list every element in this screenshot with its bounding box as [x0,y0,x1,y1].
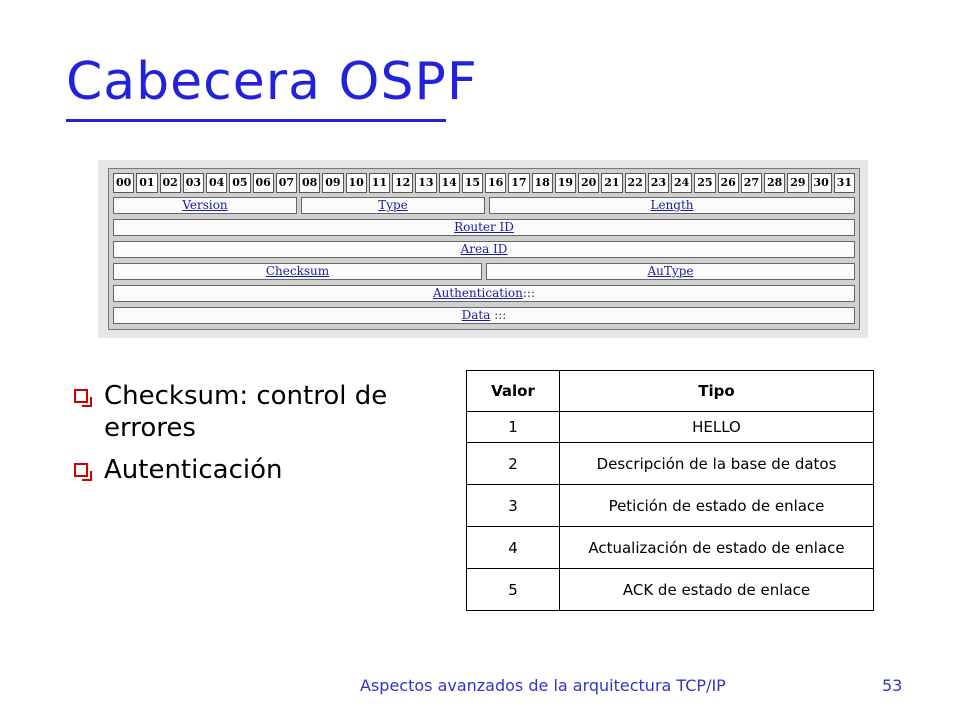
bullet-marker-icon [74,389,88,403]
field-data[interactable] [113,307,855,324]
bit-cell: 30 [811,173,832,193]
bit-cell: 02 [160,173,181,193]
diagram-frame [108,168,860,330]
field-row-3 [113,241,855,258]
table-row [467,443,874,485]
field-checksum[interactable] [113,263,482,280]
bit-cell: 21 [601,173,622,193]
bullet-list [74,380,434,496]
field-length-label: Length [650,198,694,212]
bit-cell: 13 [415,173,436,193]
field-router-id-label: Router ID [454,220,514,234]
table-row [467,485,874,527]
bit-cell: 09 [322,173,343,193]
field-autype[interactable] [486,263,855,280]
bit-cell: 20 [578,173,599,193]
bullet-item [74,454,434,486]
field-authentication[interactable] [113,285,855,302]
bit-cell: 28 [764,173,785,193]
bit-cell: 26 [718,173,739,193]
field-type[interactable] [301,197,485,214]
cell-valor: 1 [467,412,560,443]
bit-cell: 22 [625,173,646,193]
cell-tipo: HELLO [560,412,874,443]
ospf-header-diagram [98,160,868,338]
bit-cell: 17 [508,173,529,193]
field-length[interactable] [489,197,855,214]
table-row [467,569,874,611]
table-header-row [467,371,874,412]
field-row-4 [113,263,855,280]
field-checksum-label: Checksum [265,264,330,278]
bit-cell: 03 [183,173,204,193]
bit-cell: 23 [648,173,669,193]
bit-cell: 08 [299,173,320,193]
bit-cell: 01 [136,173,157,193]
bit-cell: 05 [229,173,250,193]
ospf-types-table [466,370,874,611]
field-row-1 [113,197,855,214]
title-underline [66,119,446,122]
cell-valor: 3 [467,485,560,527]
cell-valor: 4 [467,527,560,569]
bit-cell: 29 [787,173,808,193]
bullet-text: Autenticación [104,455,283,485]
bit-cell: 19 [555,173,576,193]
bullet-marker-icon [74,463,88,477]
bit-cell: 04 [206,173,227,193]
field-autype-label: AuType [647,264,694,278]
bit-cell: 24 [671,173,692,193]
bullet-item [74,380,434,444]
bit-cell: 14 [439,173,460,193]
cell-valor: 5 [467,569,560,611]
field-data-label: Data [461,308,491,322]
bit-ruler [113,173,855,193]
bit-cell: 00 [113,173,134,193]
cell-valor: 2 [467,443,560,485]
bit-cell: 15 [462,173,483,193]
field-version-label: Version [182,198,228,212]
bit-cell: 07 [276,173,297,193]
bullet-text: Checksum: control de errores [104,381,388,443]
bit-cell: 06 [253,173,274,193]
field-authentication-suffix: ::: [522,286,536,300]
field-row-6 [113,307,855,324]
bit-cell: 18 [532,173,553,193]
cell-tipo: ACK de estado de enlace [560,569,874,611]
field-version[interactable] [113,197,297,214]
bit-cell: 16 [485,173,506,193]
bit-cell: 10 [346,173,367,193]
column-header-tipo: Tipo [560,371,874,412]
field-type-label: Type [378,198,408,212]
field-authentication-label: Authentication [432,286,523,300]
field-row-5 [113,285,855,302]
cell-tipo: Descripción de la base de datos [560,443,874,485]
bit-cell: 25 [694,173,715,193]
table-row [467,412,874,443]
column-header-valor: Valor [467,371,560,412]
field-data-suffix: ::: [494,308,507,322]
cell-tipo: Petición de estado de enlace [560,485,874,527]
slide-title[interactable]: Cabecera OSPF [66,52,478,112]
field-row-2 [113,219,855,236]
field-router-id[interactable] [113,219,855,236]
table-row [467,527,874,569]
bit-cell: 12 [392,173,413,193]
field-area-id-label: Area ID [460,242,508,256]
bit-cell: 11 [369,173,390,193]
slide-footer: Aspectos avanzados de la arquitectura TCP/IP [360,676,726,695]
field-area-id[interactable] [113,241,855,258]
cell-tipo: Actualización de estado de enlace [560,527,874,569]
page-number: 53 [882,676,903,695]
bit-cell: 27 [741,173,762,193]
bit-cell: 31 [834,173,855,193]
